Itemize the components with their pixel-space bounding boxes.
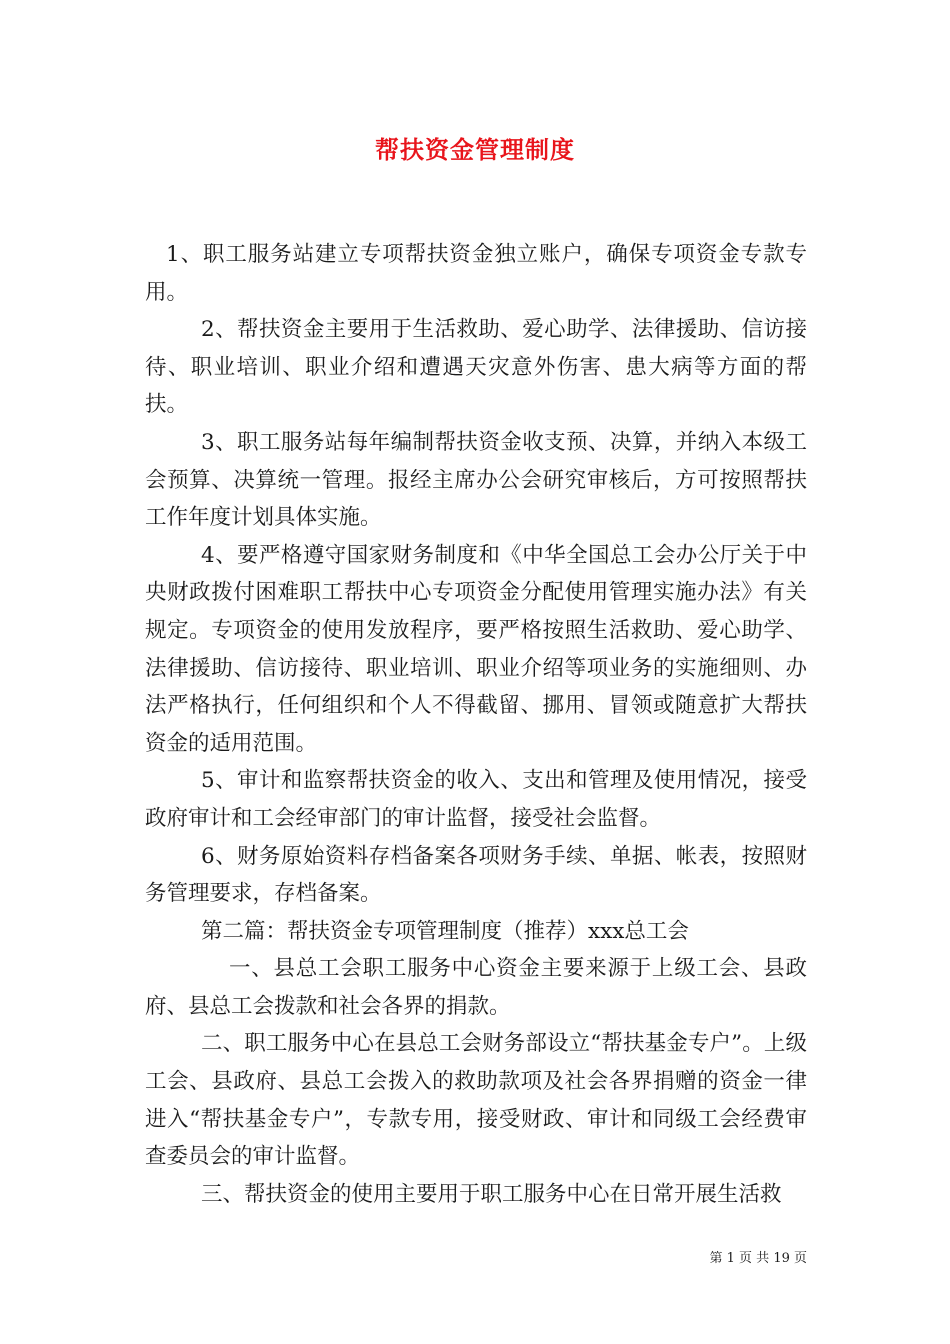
paragraph-3: 3、职工服务站每年编制帮扶资金收支预、决算，并纳入本级工会预算、决算统一管理。报经主席办公会研究审核后，方可按照帮扶工作年度计划具体实施。 xyxy=(145,429,807,531)
page-number-footer: 第 1 页 共 19 页 xyxy=(709,1251,807,1266)
document-body xyxy=(145,236,807,1213)
paragraph-4: 4、要严格遵守国家财务制度和《中华全国总工会办公厅关于中央财政拨付困难职工帮扶中心专项资金分配使用管理实施办法》有关规定。专项资金的使用发放程序，要严格按照生活救助、爱心助学、法律援助、信访接待、职业培训、职业介绍等项业务的实施细则、办法严格执行，任何组织和个人不得截留、挪用、冒领或随意扩大帮扶资金的适用范围。 xyxy=(145,542,807,756)
paragraph-1: 1、职工服务站建立专项帮扶资金独立账户，确保专项资金专款专用。 xyxy=(145,242,807,305)
paragraph-6: 6、财务原始资料存档备案各项财务手续、单据、帐表，按照财务管理要求，存档备案。 xyxy=(145,843,807,907)
paragraph-part-two-3: 三、帮扶资金的使用主要用于职工服务中心在日常开展生活救 xyxy=(201,1181,782,1207)
section-heading-part-two: 第二篇：帮扶资金专项管理制度（推荐）xxx总工会 xyxy=(201,918,689,944)
document-title: 帮扶资金管理制度 xyxy=(375,135,575,164)
paragraph-part-two-1: 一、县总工会职工服务中心资金主要来源于上级工会、县政府、县总工会拨款和社会各界的捐款。 xyxy=(145,956,807,1019)
paragraph-2: 2、帮扶资金主要用于生活救助、爱心助学、法律援助、信访接待、职业培训、职业介绍和遭遇天灾意外伤害、患大病等方面的帮扶。 xyxy=(145,317,807,418)
paragraph-5: 5、审计和监察帮扶资金的收入、支出和管理及使用情况，接受政府审计和工会经审部门的审计监督，接受社会监督。 xyxy=(145,768,807,831)
paragraph-part-two-2: 二、职工服务中心在县总工会财务部设立“帮扶基金专户”。上级工会、县政府、县总工会拨入的救助款项及社会各界捐赠的资金一律进入“帮扶基金专户”，专款专用，接受财政、审计和同级工会经费审查委员会的审计监督。 xyxy=(145,1031,807,1170)
